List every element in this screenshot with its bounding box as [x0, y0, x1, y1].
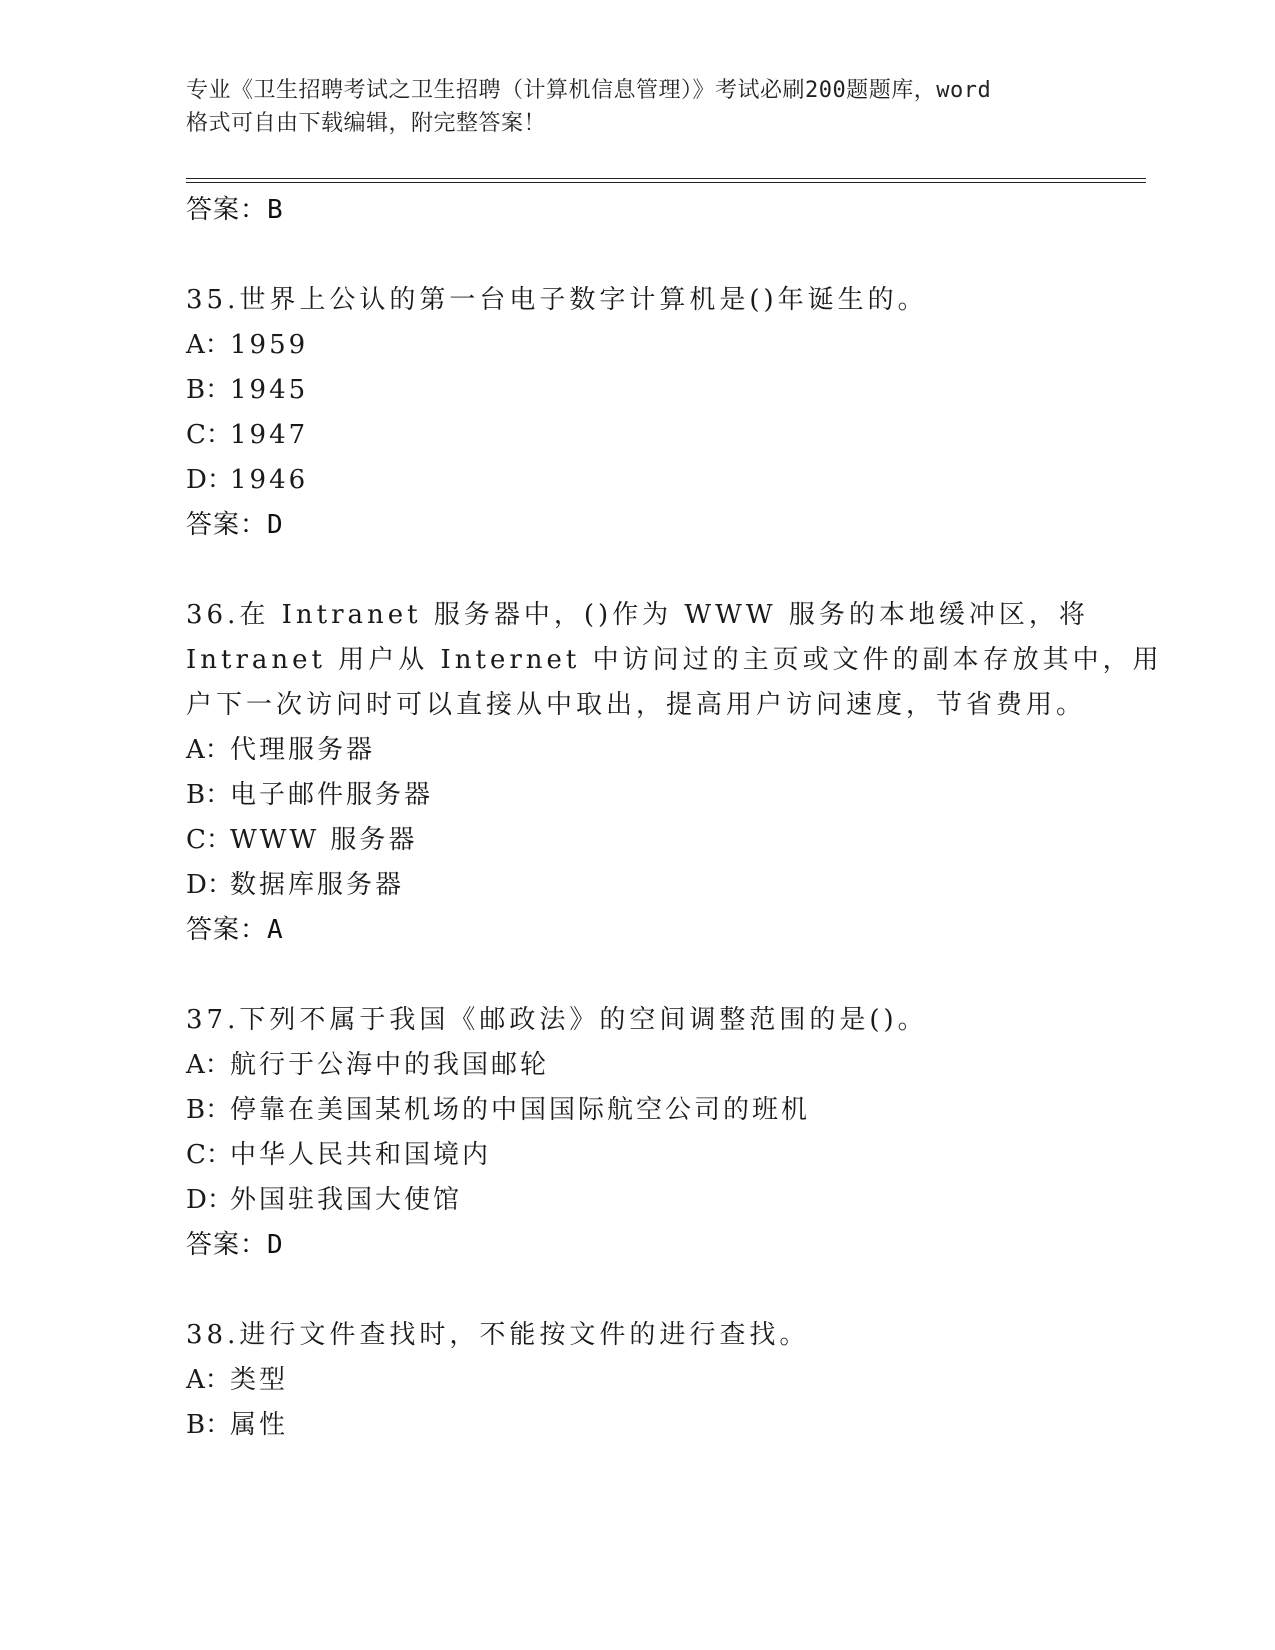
option-text: 属性: [230, 1410, 289, 1440]
option-letter: D：: [186, 465, 233, 495]
option-b: [186, 1088, 1146, 1133]
option-letter: B：: [186, 1095, 232, 1125]
question-text: 37.下列不属于我国《邮政法》的空间调整范围的是()。: [186, 1005, 928, 1035]
option-d: [186, 1178, 1146, 1223]
question-text: Intranet 用户从 Internet 中访问过的主页或文件的副本存放其中，用: [186, 645, 1163, 675]
option-text: 电子邮件服务器: [230, 780, 434, 810]
option-letter: B：: [186, 1410, 232, 1440]
question-text: 35.世界上公认的第一台电子数字计算机是()年诞生的。: [186, 285, 928, 315]
option-text: 停靠在美国某机场的中国国际航空公司的班机: [230, 1095, 811, 1125]
option-letter: A：: [186, 1050, 231, 1080]
option-text: 1945: [230, 375, 309, 405]
option-c: [186, 413, 1146, 458]
option-a: [186, 1043, 1146, 1088]
option-text: 数据库服务器: [230, 870, 405, 900]
option-letter: B：: [186, 780, 232, 810]
option-letter: A：: [186, 1365, 231, 1395]
header-title-line-1: 专业《卫生招聘考试之卫生招聘（计算机信息管理）》考试必刷200题题库，word: [186, 78, 992, 103]
option-b: [186, 368, 1146, 413]
option-text: 1946: [230, 465, 309, 495]
question-37: [186, 998, 1146, 1268]
option-letter: C：: [186, 825, 232, 855]
option-letter: A：: [186, 330, 231, 360]
option-text: 1947: [230, 420, 309, 450]
option-text: 类型: [230, 1365, 289, 1395]
option-c: [186, 1133, 1146, 1178]
option-a: [186, 728, 1146, 773]
question-list: [186, 188, 1163, 1448]
option-text: 外国驻我国大使馆: [230, 1185, 463, 1215]
option-text: 代理服务器: [230, 735, 376, 765]
option-text: 中华人民共和国境内: [230, 1140, 492, 1170]
option-text: WWW 服务器: [230, 825, 418, 855]
option-letter: A：: [186, 735, 231, 765]
question-36: [186, 593, 1163, 953]
question-text: 36.在 Intranet 服务器中，()作为 WWW 服务的本地缓冲区，将: [186, 600, 1089, 630]
option-letter: C：: [186, 1140, 232, 1170]
option-a: [186, 323, 1146, 368]
option-d: [186, 863, 1146, 908]
answer-line: 答案：D: [186, 1230, 284, 1260]
answer-line: 答案：A: [186, 915, 284, 945]
page-header: [186, 74, 1086, 140]
question-text: 38.进行文件查找时，不能按文件的进行查找。: [186, 1320, 810, 1350]
header-title-line-2: 格式可自由下载编辑，附完整答案！: [186, 111, 547, 136]
previous-answer: 答案：B: [186, 195, 284, 225]
option-b: [186, 1403, 1146, 1448]
option-letter: C：: [186, 420, 232, 450]
header-divider: [186, 178, 1146, 183]
option-a: [186, 1358, 1146, 1403]
option-text: 1959: [230, 330, 309, 360]
option-d: [186, 458, 1146, 503]
option-letter: D：: [186, 1185, 233, 1215]
option-letter: D：: [186, 870, 233, 900]
question-38: [186, 1313, 1146, 1448]
option-b: [186, 773, 1146, 818]
question-35: [186, 278, 1146, 548]
option-text: 航行于公海中的我国邮轮: [230, 1050, 550, 1080]
option-letter: B：: [186, 375, 232, 405]
question-text: 户下一次访问时可以直接从中取出，提高用户访问速度，节省费用。: [186, 690, 1087, 720]
option-c: [186, 818, 1146, 863]
answer-line: 答案：D: [186, 510, 284, 540]
